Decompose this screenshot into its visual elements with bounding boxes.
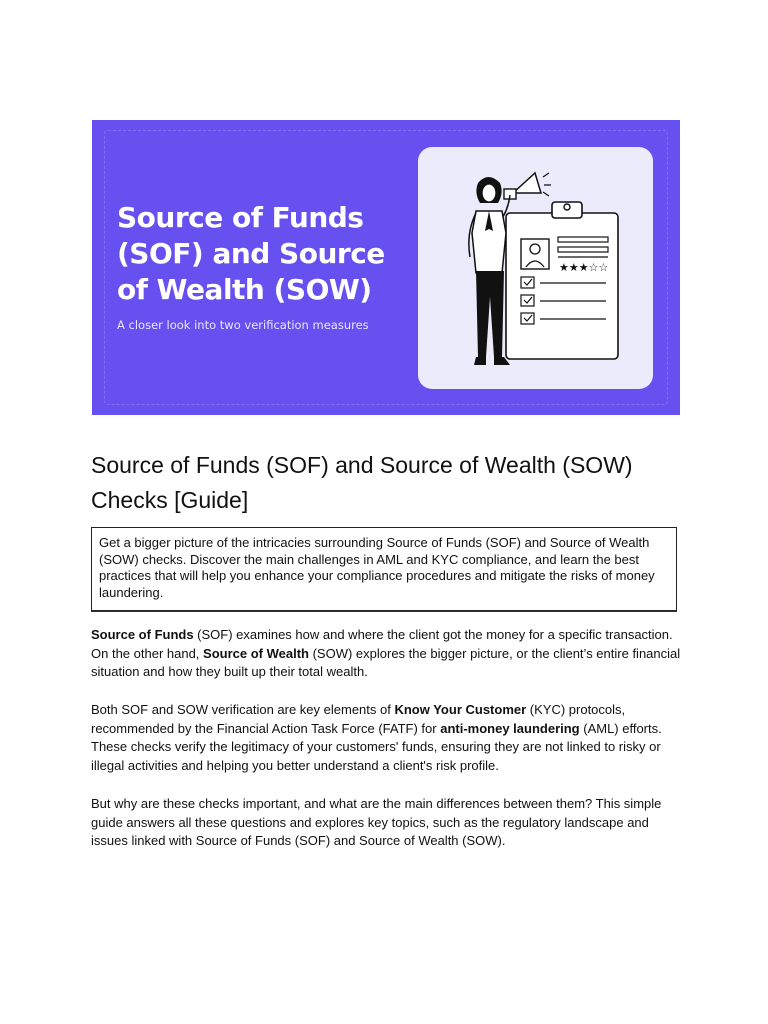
person-with-megaphone-and-checklist-clipboard-icon [418,147,653,389]
paragraph-text: Both SOF and SOW verification are key elements of [91,702,395,717]
paragraph-text: But why are these checks important, and what are the main differences between them? This simple guide answers all these questions and explores key topics, such as the regulatory landscape and issues linked with Source of Funds (SOF) and Source of Wealth (SOW). [91,796,662,848]
paragraph-text: (SOF) examines how and where the client got the money for a specific transaction. On the other hand, [91,627,673,661]
summary-text: Get a bigger picture of the intricacies surrounding Source of Funds (SOF) and Source of Wealth (SOW) checks. Discover the main challenges in AML and KYC compliance, and learn the best practices that will help you enhance your compliance procedures and mitigate the risks of money laundering. [99,535,655,600]
illustration-card [418,147,653,389]
paragraph-text: (SOW) explores the bigger picture, or the client’s entire financial situation and how they built up their total wealth. [91,645,681,679]
bold-term: Know Your Customer [394,702,527,717]
banner-title: Source of Funds (SOF) and Source of Wealth (SOW) [117,201,385,306]
svg-text:★★★☆☆: ★★★☆☆ [559,261,609,274]
paragraph-kyc-aml [91,701,683,775]
paragraph-guide-intro [91,795,683,851]
summary-box [91,527,677,611]
bold-term: anti-money laundering [440,720,580,736]
hero-banner [92,120,680,415]
paragraph-sof-sow-definition [91,626,683,682]
bold-term: Source of Wealth [203,645,309,661]
bold-term: Source of Funds [91,627,194,642]
document-title: Source of Funds (SOF) and Source of Wealth (SOW) Checks [Guide] [91,452,633,513]
paragraph-text: (AML) efforts. These checks verify the legitimacy of your customers' funds, ensuring they are not linked to risky or illegal activities and helping you better understand a client's risk profile. [91,720,662,773]
paragraph-text: (KYC) protocols, recommended by the Financial Action Task Force (FATF) for [91,702,626,736]
banner-subtitle: A closer look into two verification measures [117,318,369,332]
